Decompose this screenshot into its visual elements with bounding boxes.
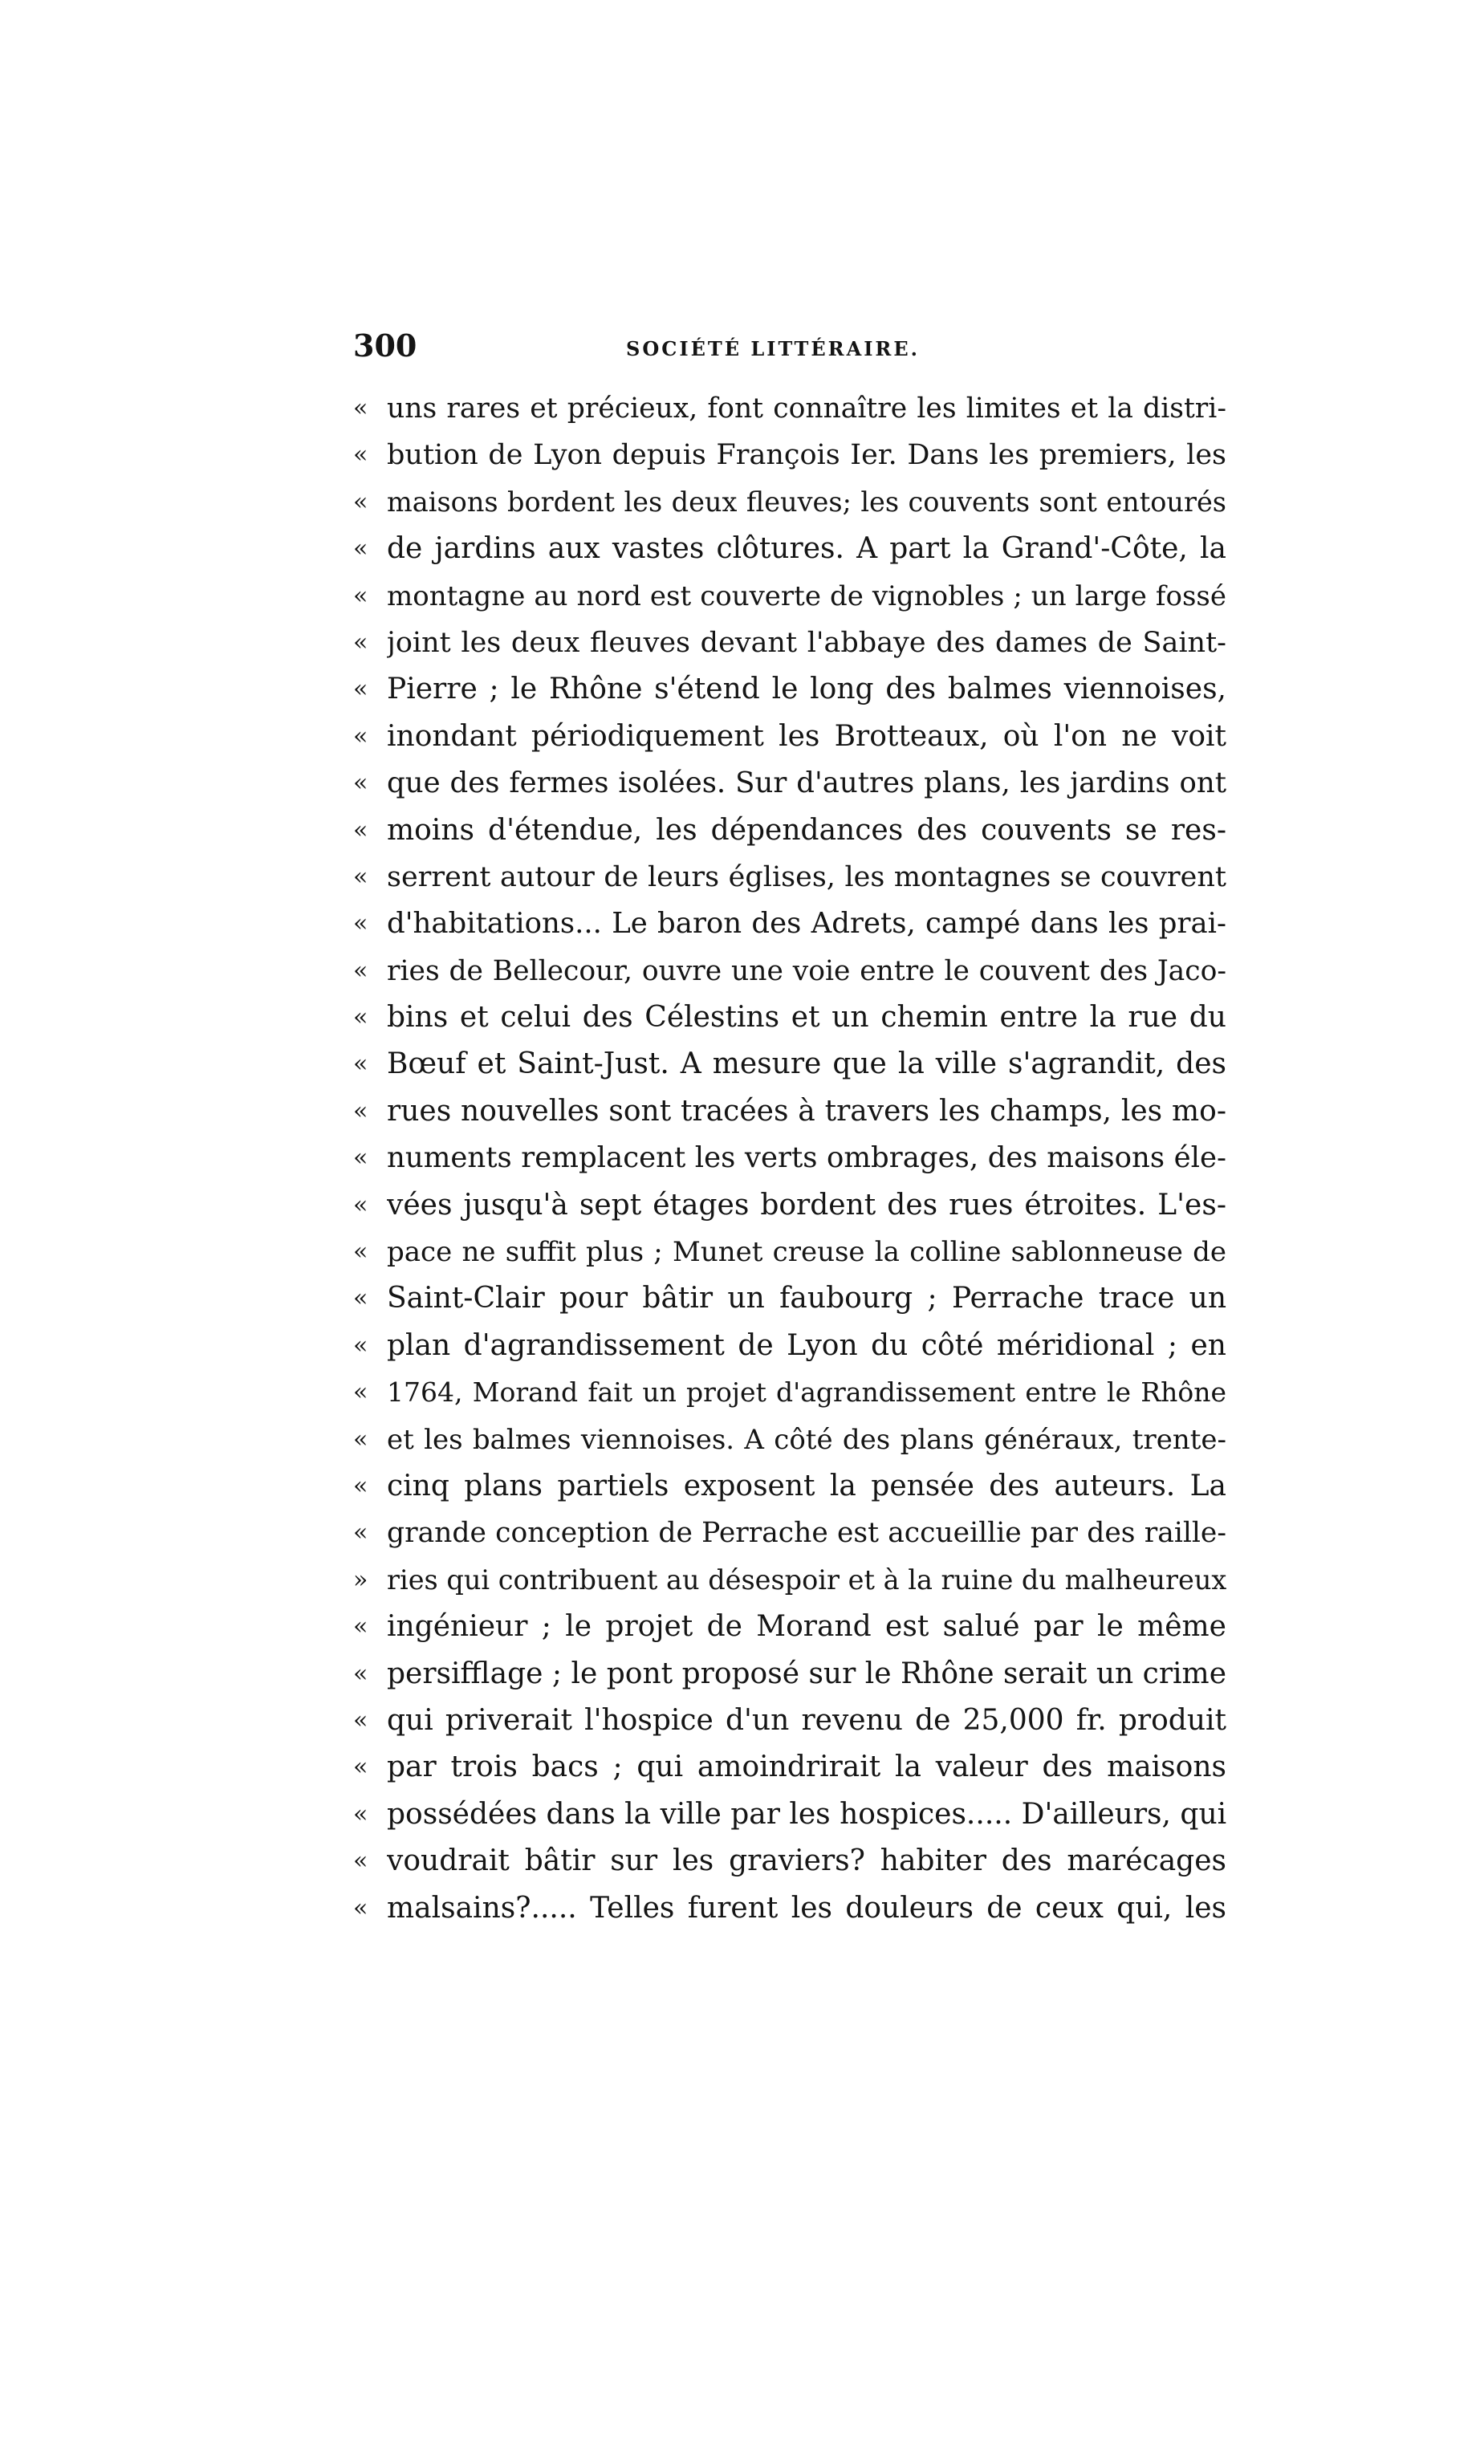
text-line <box>353 479 1228 526</box>
text-line <box>353 1417 1228 1463</box>
line-text: grande conception de Perrache est accueillie par des raille- <box>387 1517 1226 1550</box>
quote-mark: « <box>353 1893 368 1922</box>
line-text: cinq plans partiels exposent la pensée des auteurs. La <box>387 1469 1226 1502</box>
line-text: ries de Bellecour, ouvre une voie entre le couvent des Jaco- <box>387 954 1226 987</box>
line-text: montagne au nord est couverte de vignobles ; un large fossé <box>387 579 1226 612</box>
text-line <box>353 1838 1228 1885</box>
quote-mark: » <box>353 1565 368 1594</box>
page-header <box>353 327 1228 376</box>
line-text: joint les deux fleuves devant l'abbaye des dames de Saint- <box>387 626 1226 659</box>
text-line <box>353 1275 1228 1322</box>
text-line <box>353 1885 1228 1932</box>
quote-mark: « <box>353 1612 368 1641</box>
line-text: bins et celui des Célestins et un chemin entre la rue du <box>387 1001 1226 1035</box>
text-line <box>353 1744 1228 1791</box>
text-line <box>353 948 1228 994</box>
quote-mark: « <box>353 1144 368 1173</box>
line-text: par trois bacs ; qui amoindrirait la valeur des maisons <box>387 1750 1226 1784</box>
line-text: ingénieur ; le projet de Morand est salué par le même <box>387 1610 1226 1644</box>
quote-mark: « <box>353 815 368 844</box>
line-text: rues nouvelles sont tracées à travers les champs, les mo- <box>387 1094 1226 1128</box>
text-line <box>353 901 1228 947</box>
text-line <box>353 1791 1228 1838</box>
line-text: bution de Lyon depuis François Ier. Dans les premiers, les <box>387 439 1226 472</box>
line-text: plan d'agrandissement de Lyon du côté méridional ; en <box>387 1328 1226 1362</box>
text-line <box>353 1182 1228 1229</box>
line-text: Pierre ; le Rhône s'étend le long des balmes viennoises, <box>387 673 1226 706</box>
text-line <box>353 1510 1228 1556</box>
line-text: que des fermes isolées. Sur d'autres plans, les jardins ont <box>387 766 1226 800</box>
line-text: vées jusqu'à sept étages bordent des rues étroites. L'es- <box>387 1188 1226 1222</box>
quote-mark: « <box>353 487 368 516</box>
quote-mark: « <box>353 1190 368 1219</box>
line-text: de jardins aux vastes clôtures. A part la Grand'-Côte, la <box>387 532 1226 566</box>
body-text <box>353 385 1228 1932</box>
line-text: maisons bordent les deux fleuves; les couvents sont entourés <box>387 486 1226 518</box>
line-text: voudrait bâtir sur les graviers? habiter des marécages <box>387 1844 1226 1878</box>
text-line <box>353 1323 1228 1369</box>
text-line <box>353 1463 1228 1510</box>
quote-mark: « <box>353 1753 368 1782</box>
text-line <box>353 1369 1228 1416</box>
text-line <box>353 1229 1228 1275</box>
line-text: Bœuf et Saint-Just. A mesure que la ville s'agrandit, des <box>387 1047 1226 1081</box>
quote-mark: « <box>353 722 368 750</box>
text-line <box>353 807 1228 854</box>
line-text: serrent autour de leurs églises, les montagnes se couvrent <box>387 860 1226 893</box>
quote-mark: « <box>353 675 368 704</box>
text-line <box>353 854 1228 901</box>
text-line <box>353 385 1228 432</box>
text-line <box>353 1135 1228 1181</box>
line-text: moins d'étendue, les dépendances des couvents se res- <box>387 813 1226 847</box>
line-text: possédées dans la ville par les hospices..... D'ailleurs, qui <box>387 1797 1226 1831</box>
text-line <box>353 666 1228 713</box>
quote-mark: « <box>353 1003 368 1032</box>
line-text: qui priverait l'hospice d'un revenu de 25,000 fr. produit <box>387 1703 1226 1737</box>
quote-mark: « <box>353 535 368 563</box>
quote-mark: « <box>353 394 368 422</box>
line-text: pace ne suffit plus ; Munet creuse la colline sablonneuse de <box>387 1236 1226 1269</box>
quote-mark: « <box>353 441 368 470</box>
text-line <box>353 994 1228 1041</box>
quote-mark: « <box>353 1050 368 1079</box>
quote-mark: « <box>353 1847 368 1876</box>
quote-mark: « <box>353 1378 368 1407</box>
line-text: ries qui contribuent au désespoir et à la ruine du malheureux <box>387 1563 1226 1596</box>
line-text: inondant périodiquement les Brotteaux, où l'on ne voit <box>387 719 1226 753</box>
text-line <box>353 620 1228 666</box>
line-text: malsains?..... Telles furent les douleurs de ceux qui, les <box>387 1891 1226 1925</box>
quote-mark: « <box>353 1425 368 1454</box>
line-text: et les balmes viennoises. A côté des plans généraux, trente- <box>387 1423 1226 1456</box>
quote-mark: « <box>353 1799 368 1828</box>
quote-mark: « <box>353 909 368 938</box>
line-text: Saint-Clair pour bâtir un faubourg ; Perrache trace un <box>387 1282 1226 1315</box>
text-line <box>353 1651 1228 1698</box>
quote-mark: « <box>353 769 368 798</box>
quote-mark: « <box>353 581 368 610</box>
quote-mark: « <box>353 1284 368 1313</box>
quote-mark: « <box>353 1471 368 1500</box>
line-text: d'habitations... Le baron des Adrets, campé dans les prai- <box>387 907 1226 941</box>
quote-mark: « <box>353 1096 368 1125</box>
quote-mark: « <box>353 1519 368 1547</box>
quote-mark: « <box>353 628 368 657</box>
text-line <box>353 1557 1228 1604</box>
text-line <box>353 1041 1228 1088</box>
running-title: SOCIÉTÉ LITTÉRAIRE. <box>626 337 921 360</box>
line-text: numents remplacent les verts ombrages, des maisons éle- <box>387 1141 1226 1175</box>
text-line <box>353 526 1228 572</box>
quote-mark: « <box>353 1331 368 1360</box>
quote-mark: « <box>353 956 368 985</box>
line-text: persifflage ; le pont proposé sur le Rhône serait un crime <box>387 1657 1226 1690</box>
text-line <box>353 714 1228 760</box>
quote-mark: « <box>353 1706 368 1734</box>
quote-mark: « <box>353 862 368 891</box>
line-text: 1764, Morand fait un projet d'agrandissement entre le Rhône <box>387 1376 1226 1409</box>
line-text: uns rares et précieux, font connaître les limites et la distri- <box>387 392 1226 425</box>
quote-mark: « <box>353 1659 368 1688</box>
text-line <box>353 1604 1228 1650</box>
page-number: 300 <box>353 327 417 364</box>
text-line <box>353 1088 1228 1135</box>
text-line <box>353 1698 1228 1744</box>
text-line <box>353 573 1228 620</box>
quote-mark: « <box>353 1238 368 1267</box>
text-line <box>353 432 1228 478</box>
text-line <box>353 760 1228 807</box>
